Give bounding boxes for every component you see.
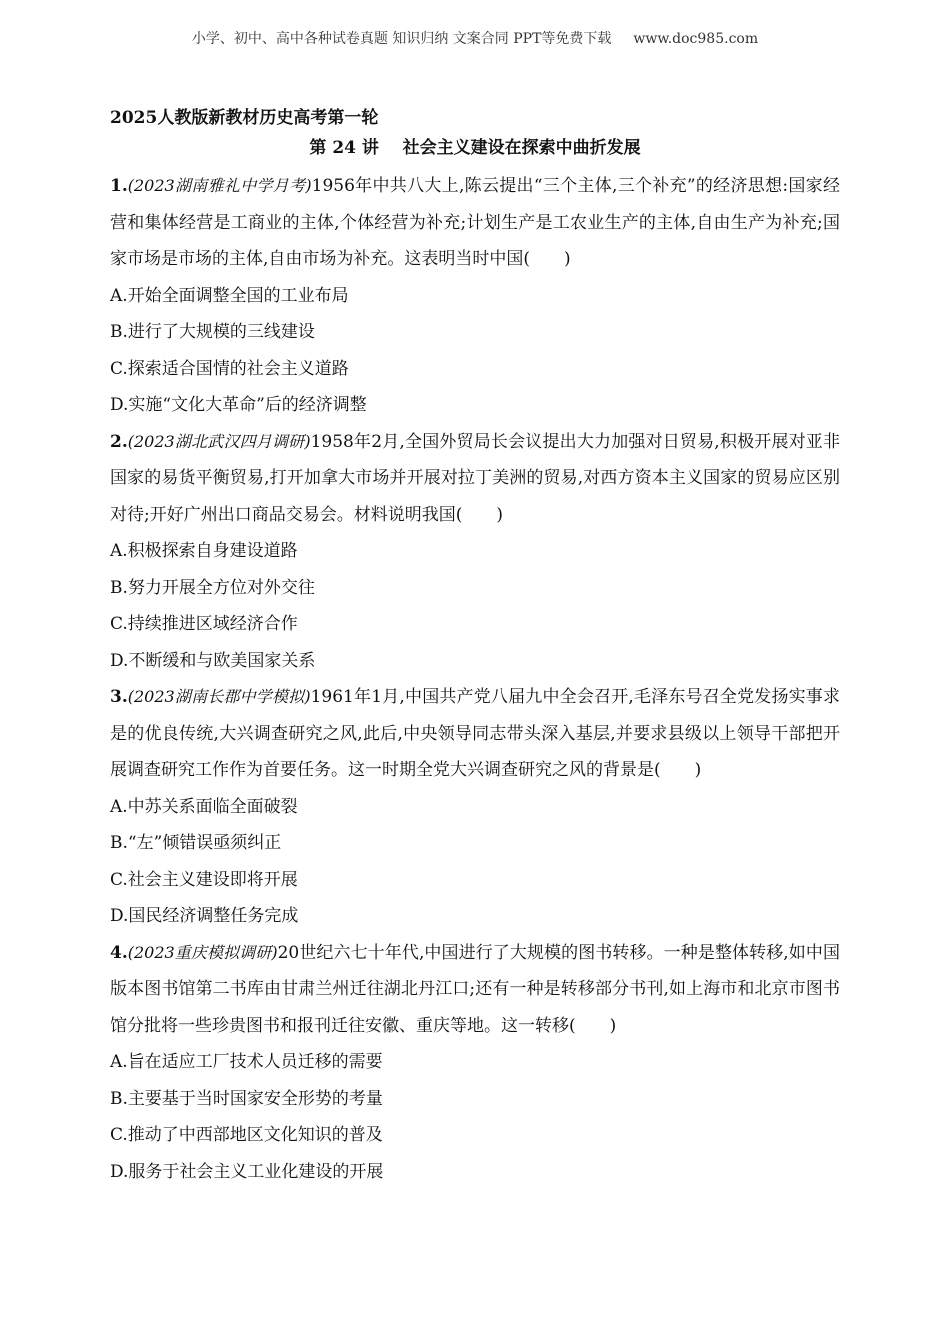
- document-content: [110, 104, 840, 1190]
- question-text: 1956年中共八大上,陈云提出“三个主体,三个补充”的经济思想:国家经营和集体经营是工商业的主体,个体经营为补充;计划生产是工农业生产的主体,自由生产为补充;国家市场是市场的主体,自由市场为补充。这表明当时中国( ): [110, 176, 840, 269]
- question-number: 4.: [110, 942, 128, 963]
- question-source: (2023重庆模拟调研): [127, 942, 278, 962]
- option-b: B.“左”倾错误亟须纠正: [110, 833, 282, 853]
- question-source: (2023湖北武汉四月调研): [127, 431, 311, 451]
- option-a: A.旨在适应工厂技术人员迁移的需要: [110, 1052, 383, 1072]
- lesson-title: 第 24 讲 社会主义建设在探索中曲折发展: [309, 138, 641, 158]
- question-text: 20世纪六七十年代,中国进行了大规模的图书转移。一种是整体转移,如中国版本图书馆第二书库由甘肃兰州迁往湖北丹江口;还有一种是转移部分书刊,如上海市和北京市图书馆分批将一些珍贵图书和报刊迁往安徽、重庆等地。这一转移( ): [110, 942, 840, 1036]
- option-c: C.社会主义建设即将开展: [110, 869, 298, 890]
- option-d: D.实施“文化大革命”后的经济调整: [110, 395, 367, 415]
- question-stem: [110, 168, 840, 278]
- question-source: (2023湖南长郡中学模拟): [127, 687, 311, 706]
- question-3: [110, 679, 840, 935]
- option-d: D.国民经济调整任务完成: [110, 906, 299, 926]
- option-b: B.努力开展全方位对外交往: [110, 577, 315, 598]
- option-c: C.推动了中西部地区文化知识的普及: [110, 1125, 383, 1145]
- question-text: 1961年1月,中国共产党八届九中全会召开,毛泽东号召全党发扬实事求是的优良传统,大兴调查研究之风,此后,中央领导同志带头深入基层,并要求县级以上领导干部把开展调查研究工作作为首要任务。这一时期全党大兴调查研究之风的背景是( ): [110, 687, 840, 780]
- question-4: [110, 935, 840, 1191]
- question-stem: [110, 935, 840, 1045]
- question-source: (2023湖南雅礼中学月考): [127, 176, 312, 195]
- option-a: A.中苏关系面临全面破裂: [110, 796, 298, 817]
- header-site-link[interactable]: www.doc985.com: [633, 31, 759, 47]
- option-d: D.服务于社会主义工业化建设的开展: [110, 1161, 384, 1182]
- document-title: 2025人教版新教材历史高考第一轮: [110, 108, 379, 128]
- option-a: A.开始全面调整全国的工业布局: [110, 285, 349, 306]
- option-c: C.持续推进区域经济合作: [110, 614, 298, 634]
- header-text: 小学、初中、高中各种试卷真题 知识归纳 文案合同 PPT等免费下载: [191, 31, 612, 47]
- question-stem: [110, 424, 840, 534]
- option-b: B.进行了大规模的三线建设: [110, 322, 315, 342]
- question-number: 3.: [110, 687, 128, 707]
- question-stem: [110, 679, 840, 789]
- question-2: [110, 424, 840, 680]
- option-b: B.主要基于当时国家安全形势的考量: [110, 1088, 383, 1109]
- question-number: 1.: [110, 176, 128, 196]
- question-number: 2.: [110, 431, 128, 452]
- option-c: C.探索适合国情的社会主义道路: [110, 358, 349, 379]
- page-header: [0, 28, 950, 48]
- question-1: [110, 168, 840, 424]
- option-a: A.积极探索自身建设道路: [110, 541, 298, 561]
- question-text: 1958年2月,全国外贸局长会议提出大力加强对日贸易,积极开展对亚非国家的易货平衡贸易,打开加拿大市场并开展对拉丁美洲的贸易,对西方资本主义国家的贸易应区别对待;开好广州出口商品交易会。材料说明我国( ): [110, 431, 840, 525]
- option-d: D.不断缓和与欧美国家关系: [110, 650, 316, 671]
